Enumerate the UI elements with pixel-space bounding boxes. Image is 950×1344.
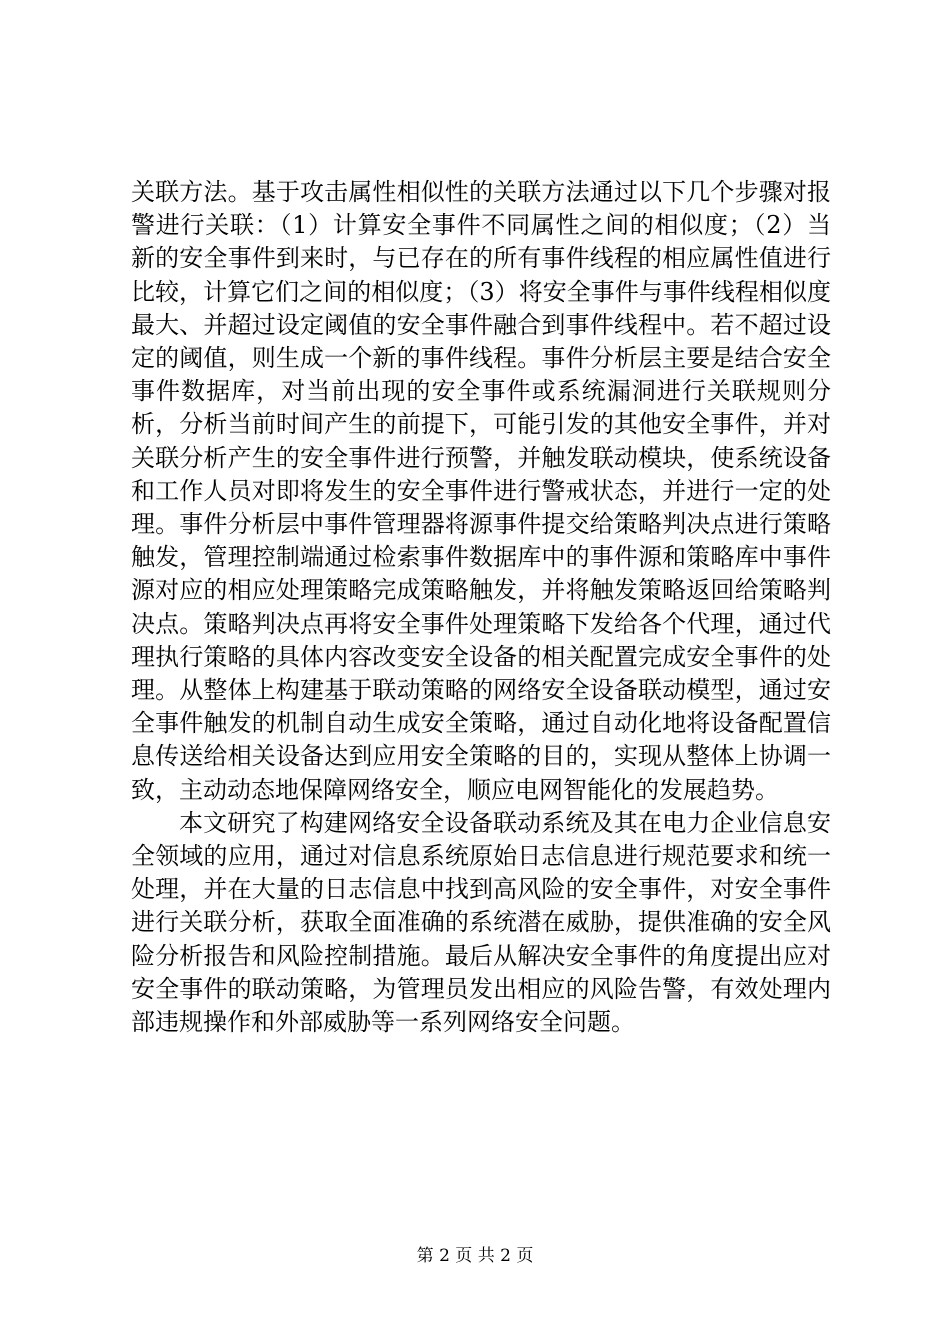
document-body	[131, 176, 831, 1039]
paragraph-1: 关联方法。基于攻击属性相似性的关联方法通过以下几个步骤对报警进行关联：（1）计算安全事件不同属性之间的相似度；（2）当新的安全事件到来时，与已存在的所有事件线程的相应属性值进行比较，计算它们之间的相似度；（3）将安全事件与事件线程相似度最大、并超过设定阈值的安全事件融合到事件线程中。若不超过设定的阈值，则生成一个新的事件线程。事件分析层主要是结合安全事件数据库，对当前出现的安全事件或系统漏洞进行关联规则分析，分析当前时间产生的前提下，可能引发的其他安全事件，并对关联分析产生的安全事件进行预警，并触发联动模块，使系统设备和工作人员对即将发生的安全事件进行警戒状态，并进行一定的处理。事件分析层中事件管理器将源事件提交给策略判决点进行策略触发，管理控制端通过检索事件数据库中的事件源和策略库中事件源对应的相应处理策略完成策略触发，并将触发策略返回给策略判决点。策略判决点再将安全事件处理策略下发给各个代理，通过代理执行策略的具体内容改变安全设备的相关配置完成安全事件的处理。从整体上构建基于联动策略的网络安全设备联动模型，通过安全事件触发的机制自动生成安全策略，通过自动化地将设备配置信息传送给相关设备达到应用安全策略的目的，实现从整体上协调一致，主动动态地保障网络安全，顺应电网智能化的发展趋势。	[131, 178, 831, 804]
page-footer: 第 2 页 共 2 页	[416, 1246, 534, 1266]
paragraph-2: 本文研究了构建网络安全设备联动系统及其在电力企业信息安全领域的应用，通过对信息系统原始日志信息进行规范要求和统一处理，并在大量的日志信息中找到高风险的安全事件，对安全事件进行关联分析，获取全面准确的系统潜在威胁，提供准确的安全风险分析报告和风险控制措施。最后从解决安全事件的角度提出应对安全事件的联动策略，为管理员发出相应的风险告警，有效处理内部违规操作和外部威胁等一系列网络安全问题。	[131, 808, 831, 1037]
